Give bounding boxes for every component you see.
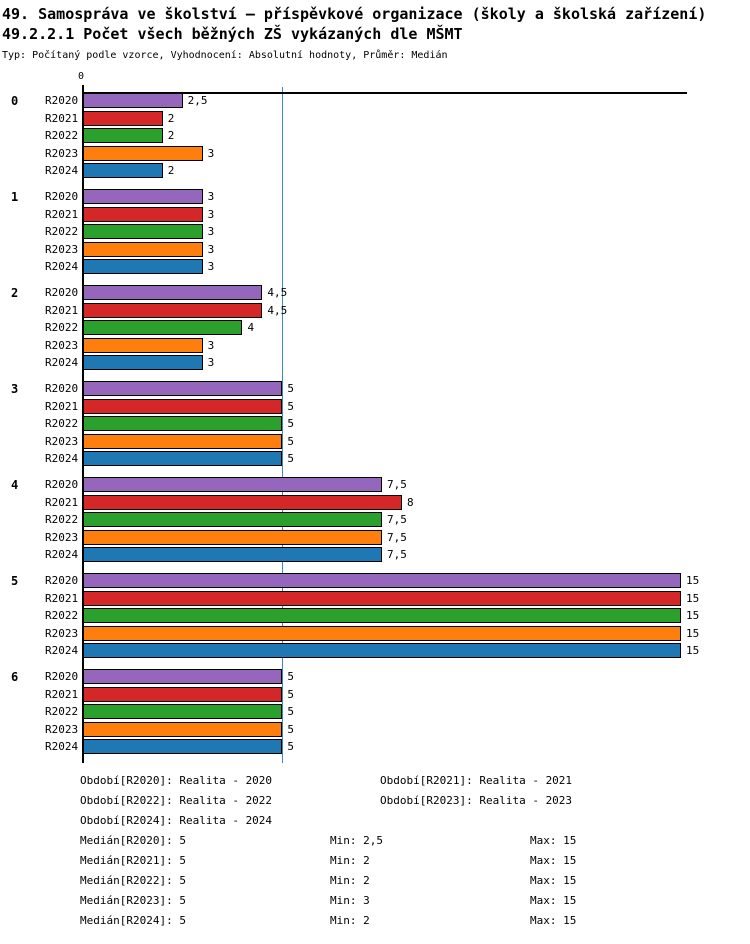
group-label: 4 — [11, 478, 19, 492]
series-label: R2024 — [45, 452, 79, 466]
series-label: R2023 — [45, 338, 79, 352]
bar — [83, 477, 382, 492]
series-label: R2022 — [45, 321, 79, 335]
bar-group — [11, 380, 699, 468]
bar-row — [45, 162, 699, 180]
stats-row-r2022 — [0, 871, 750, 891]
bar — [83, 530, 382, 545]
median-value: Medián[R2024]: 5 — [80, 914, 186, 927]
series-label: R2020 — [45, 190, 79, 204]
bar — [83, 320, 242, 335]
bar-value-label: 5 — [287, 670, 294, 684]
bar-value-label: 3 — [207, 190, 215, 204]
bar-value-label: 7,5 — [387, 530, 407, 544]
stats-row-r2023 — [0, 891, 750, 911]
bar — [83, 303, 262, 318]
legend-row — [0, 811, 750, 831]
bar-row — [45, 354, 699, 372]
max-value: Max: 15 — [530, 914, 577, 927]
legend-item-r2023: Období[R2023]: Realita - 2023 — [380, 794, 573, 807]
bar-row — [45, 127, 699, 145]
bar-row — [45, 188, 699, 206]
bar-value-label: 15 — [686, 574, 700, 588]
bar-value-label: 15 — [686, 591, 700, 605]
bar — [83, 259, 203, 274]
series-label: R2020 — [45, 574, 79, 588]
bar-group — [11, 92, 699, 180]
bar-value-label: 3 — [207, 356, 215, 370]
bar-row — [45, 319, 699, 337]
bar-row — [45, 476, 699, 494]
bar-row — [45, 529, 699, 547]
series-label: R2022 — [45, 513, 79, 527]
bar — [83, 163, 163, 178]
chart-subtitle: Typ: Počítaný podle vzorce, Vyhodnocení: Absolutní hodnoty, Průměr: Medián — [2, 50, 448, 61]
group-label: 1 — [11, 190, 19, 204]
series-label: R2021 — [45, 495, 79, 509]
bar — [83, 591, 681, 606]
bar — [83, 146, 203, 161]
legend-item-r2021: Období[R2021]: Realita - 2021 — [380, 774, 573, 787]
bar-row — [45, 284, 699, 302]
bar-value-label: 5 — [287, 452, 294, 466]
legend-row — [0, 771, 750, 791]
bar — [83, 451, 282, 466]
bar — [83, 355, 203, 370]
bar-row — [45, 302, 699, 320]
bar — [83, 687, 282, 702]
bar-row — [45, 110, 699, 128]
series-label: R2024 — [45, 164, 79, 178]
bar-row — [45, 738, 699, 756]
y-axis-line — [82, 85, 84, 763]
series-label: R2020 — [45, 478, 79, 492]
bar — [83, 547, 382, 562]
bar-row — [45, 380, 699, 398]
bar-value-label: 5 — [287, 687, 294, 701]
x-axis-line — [83, 92, 687, 94]
bar-value-label: 8 — [406, 495, 414, 509]
bar-row — [45, 572, 699, 590]
bar-value-label: 3 — [207, 207, 215, 221]
group-label: 6 — [11, 670, 19, 684]
bar-row — [45, 590, 699, 608]
legend-item-r2020: Období[R2020]: Realita - 2020 — [80, 774, 273, 787]
bar — [83, 285, 262, 300]
bar — [83, 242, 203, 257]
median-value: Medián[R2021]: 5 — [80, 854, 186, 867]
bar — [83, 224, 203, 239]
bar-row — [45, 241, 699, 259]
bar-value-label: 5 — [287, 740, 294, 754]
bar-value-label: 3 — [207, 242, 215, 256]
bar-value-label: 5 — [287, 705, 294, 719]
report-title: 49. Samospráva ve školství – příspěvkové organizace (školy a školská zařízení) — [2, 5, 707, 23]
group-label: 3 — [11, 382, 19, 396]
bar-row — [45, 546, 699, 564]
group-label: 2 — [11, 286, 19, 300]
bar-value-label: 3 — [207, 338, 215, 352]
series-label: R2021 — [45, 399, 79, 413]
bar-value-label: 3 — [207, 260, 215, 274]
median-value: Medián[R2020]: 5 — [80, 834, 186, 847]
bar-row — [45, 625, 699, 643]
series-label: R2022 — [45, 609, 79, 623]
series-label: R2022 — [45, 225, 79, 239]
max-value: Max: 15 — [530, 894, 577, 907]
bar — [83, 128, 163, 143]
series-label: R2021 — [45, 207, 79, 221]
series-label: R2020 — [45, 670, 79, 684]
median-value: Medián[R2022]: 5 — [80, 874, 186, 887]
stats-row-r2021 — [0, 851, 750, 871]
x-axis-tick-label-0: 0 — [78, 71, 85, 82]
series-label: R2023 — [45, 242, 79, 256]
bar — [83, 722, 282, 737]
bar — [83, 573, 681, 588]
bar — [83, 512, 382, 527]
bar-row — [45, 337, 699, 355]
bar-value-label: 7,5 — [387, 548, 407, 562]
legend-item-r2024: Období[R2024]: Realita - 2024 — [80, 814, 273, 827]
series-label: R2024 — [45, 644, 79, 658]
bar-row — [45, 258, 699, 276]
series-label: R2022 — [45, 417, 79, 431]
bar-value-label: 5 — [287, 434, 294, 448]
bar-value-label: 4,5 — [267, 286, 288, 300]
bar-row — [45, 223, 699, 241]
group-label: 5 — [11, 574, 19, 588]
series-label: R2020 — [45, 382, 79, 396]
series-label: R2022 — [45, 705, 79, 719]
series-label: R2024 — [45, 356, 79, 370]
series-label: R2023 — [45, 434, 79, 448]
bar-row — [45, 511, 699, 529]
bar-row — [45, 703, 699, 721]
bar-value-label: 3 — [207, 146, 215, 160]
legend-item-r2022: Období[R2022]: Realita - 2022 — [80, 794, 273, 807]
bar-row — [45, 145, 699, 163]
series-label: R2021 — [45, 111, 79, 125]
bar-value-label: 3 — [207, 225, 215, 239]
bar — [83, 669, 282, 684]
min-value: Min: 3 — [330, 894, 370, 907]
bar — [83, 93, 183, 108]
bar — [83, 189, 203, 204]
bar-row — [45, 721, 699, 739]
bar-value-label: 4 — [247, 321, 255, 335]
bar — [83, 207, 203, 222]
bar-group — [11, 476, 699, 564]
bar — [83, 495, 402, 510]
bar-value-label: 2 — [167, 129, 175, 143]
series-label: R2021 — [45, 591, 79, 605]
bar-row — [45, 398, 699, 416]
bar-row — [45, 450, 699, 468]
bar-group — [11, 668, 699, 756]
bar-row — [45, 668, 699, 686]
bar-row — [45, 206, 699, 224]
bar-value-label: 15 — [686, 626, 700, 640]
series-label: R2023 — [45, 146, 79, 160]
bar — [83, 399, 282, 414]
bar — [83, 608, 681, 623]
bar-row — [45, 686, 699, 704]
series-label: R2022 — [45, 129, 79, 143]
series-label: R2021 — [45, 687, 79, 701]
bar-row — [45, 92, 699, 110]
series-label: R2024 — [45, 260, 79, 274]
chart-title: 49.2.2.1 Počet všech běžných ZŠ vykázaných dle MŠMT — [2, 25, 463, 43]
series-label: R2020 — [45, 94, 79, 108]
chart-footer — [0, 771, 750, 931]
bar-value-label: 15 — [686, 644, 700, 658]
min-value: Min: 2 — [330, 854, 370, 867]
min-value: Min: 2 — [330, 874, 370, 887]
bar-group — [11, 284, 699, 372]
bar-groups — [11, 92, 700, 764]
legend-row — [0, 791, 750, 811]
bar-value-label: 2 — [167, 111, 175, 125]
max-value: Max: 15 — [530, 834, 577, 847]
bar-value-label: 5 — [287, 417, 294, 431]
bar-value-label: 15 — [686, 609, 700, 623]
series-label: R2020 — [45, 286, 79, 300]
stats-row-r2024 — [0, 911, 750, 931]
bar-value-label: 5 — [287, 399, 294, 413]
bar-value-label: 7,5 — [387, 478, 407, 492]
bar — [83, 381, 282, 396]
bar-group — [11, 188, 699, 276]
max-value: Max: 15 — [530, 874, 577, 887]
bar-row — [45, 607, 699, 625]
max-value: Max: 15 — [530, 854, 577, 867]
bar-row — [45, 415, 699, 433]
bar — [83, 416, 282, 431]
min-value: Min: 2 — [330, 914, 370, 927]
series-label: R2024 — [45, 548, 79, 562]
bar-row — [45, 433, 699, 451]
series-label: R2024 — [45, 740, 79, 754]
median-value: Medián[R2023]: 5 — [80, 894, 186, 907]
bar-group — [11, 572, 700, 660]
series-label: R2021 — [45, 303, 79, 317]
bar-value-label: 4,5 — [267, 303, 288, 317]
bar — [83, 338, 203, 353]
bar-value-label: 2,5 — [187, 94, 208, 108]
series-label: R2023 — [45, 722, 79, 736]
group-label: 0 — [11, 94, 19, 108]
min-value: Min: 2,5 — [330, 834, 383, 847]
bar-value-label: 5 — [287, 382, 294, 396]
bar-row — [45, 494, 699, 512]
bar — [83, 434, 282, 449]
series-label: R2023 — [45, 626, 79, 640]
stats-row-r2020 — [0, 831, 750, 851]
bar-value-label: 2 — [167, 164, 175, 178]
bar-value-label: 5 — [287, 722, 294, 736]
bar — [83, 643, 681, 658]
bar — [83, 704, 282, 719]
bar — [83, 111, 163, 126]
bar-value-label: 7,5 — [387, 513, 407, 527]
bar — [83, 739, 282, 754]
series-label: R2023 — [45, 530, 79, 544]
bar-row — [45, 642, 699, 660]
bar — [83, 626, 681, 641]
